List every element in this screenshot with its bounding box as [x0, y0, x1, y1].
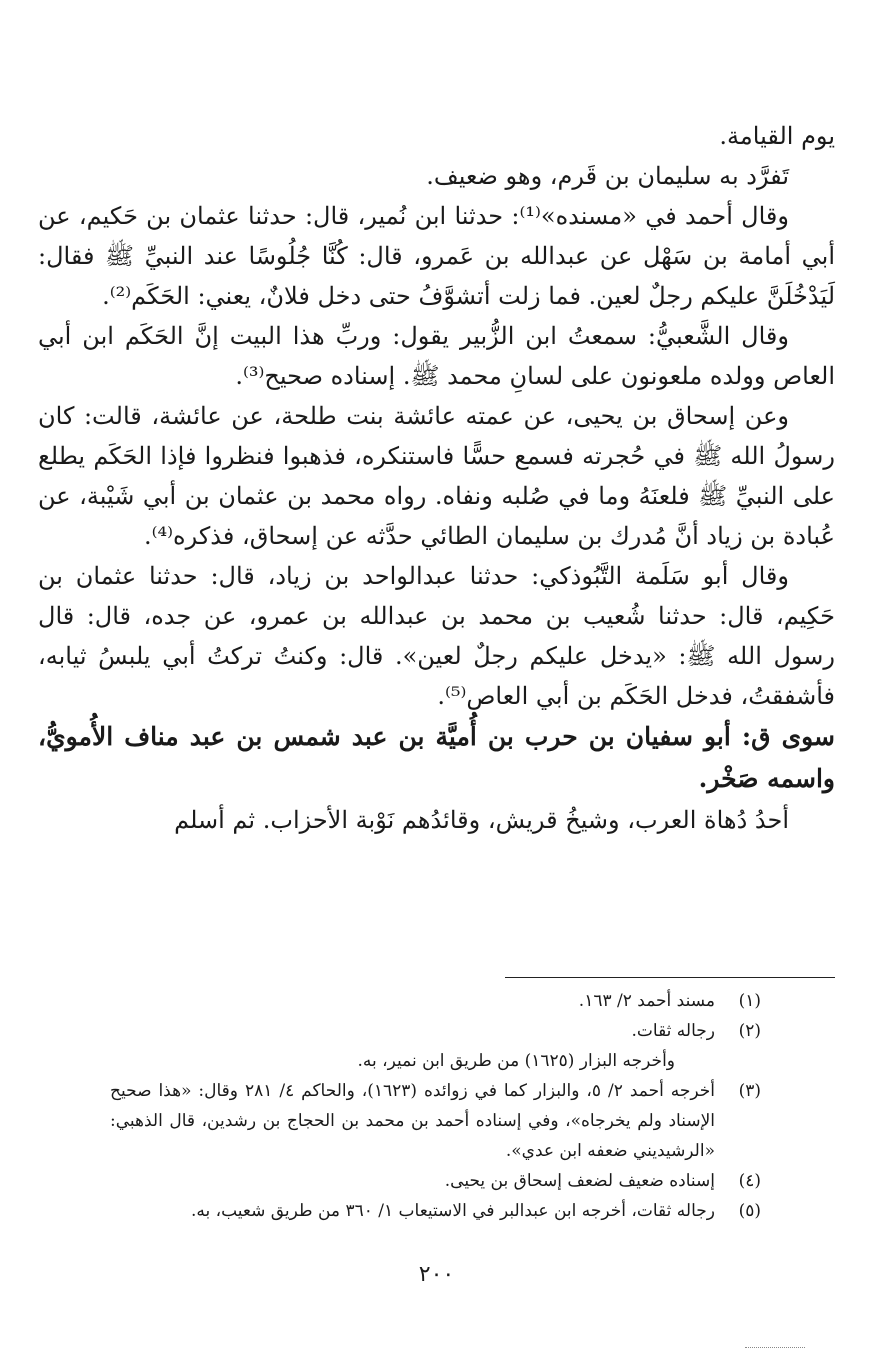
paragraph-6: وقال أبو سَلَمة التَّبُوذكي: حدثنا عبدالواحد بن زياد، قال: حدثنا عثمان بن حَكِيم، قال: حدثنا شُعيب بن محمد بن عبدالله بن عمرو، عن جده، قال: قال رسول الله ﷺ: «يدخل عليكم رجلٌ لعين». قال: وكنتُ تركتُ أبي يلبسُ ثيابه، فأشفقتُ، فدخل الحَكَم بن أبي العاص⁽⁵⁾. — [38, 562, 836, 710]
main-text — [38, 116, 835, 840]
biography-heading: سوى ق: أبو سفيان بن حرب بن أُميَّة بن عبد شمس بن عبد مناف الأُمويُّ، واسمه صَخْر. — [38, 722, 835, 793]
footnote-number: (٢) — [738, 1021, 761, 1041]
footnote-number: (٤) — [738, 1171, 761, 1191]
footnote-text: رجاله ثقات، أخرجه ابن عبدالبر في الاستيعاب ١/ ٣٦٠ من طريق شعيب، به. — [190, 1201, 715, 1221]
footnote-text: إسناده ضعيف لضعف إسحاق بن يحيى. — [444, 1171, 715, 1191]
paragraph-1: يوم القيامة. — [719, 122, 835, 150]
footnote-3 — [110, 1076, 761, 1166]
paragraph-4: وقال الشَّعبيُّ: سمعتُ ابن الزُّبير يقول: وربِّ هذا البيت إنَّ الحَكَم ابن أبي العاص وولده ملعونون على لسانِ محمد ﷺ. إسناده صحيح⁽³⁾. — [38, 322, 835, 390]
footnote-number: (٥) — [738, 1201, 761, 1221]
footnote-number: (٣) — [738, 1081, 761, 1101]
footnote-2-continuation: وأخرجه البزار (١٦٢٥) من طريق ابن نمير، به. — [357, 1051, 675, 1071]
paragraph-3: وقال أحمد في «مسنده»⁽¹⁾: حدثنا ابن نُمير، قال: حدثنا عثمان بن حَكيم، عن أبي أمامة بن سَهْل عن عبدالله بن عَمرو، قال: كُنَّا جُلُوسًا عند النبيِّ ﷺ فقال: لَيَدْخُلَنَّ عليكم رجلٌ لعين. فما زلت أتشوَّفُ حتى دخل فلانٌ، يعني: الحَكَم⁽²⁾. — [38, 202, 835, 310]
paragraph-5: وعن إسحاق بن يحيى، عن عمته عائشة بنت طلحة، عن عائشة، قالت: كان رسولُ الله ﷺ في حُجرته فسمع حسًّا فاستنكره، فذهبوا فنظروا فإذا الحَكَم يطلع على النبيِّ ﷺ فلعنَهُ وما في صُلبه ونفاه. رواه محمد بن عثمان بن أبي شَيْبة، عن عُبادة بن زياد أنَّ مُدرك بن سليمان الطائي حدَّثه عن إسحاق، فذكره⁽⁴⁾. — [38, 402, 835, 550]
page-number: ٢٠٠ — [418, 1262, 455, 1287]
footnote-separator — [505, 977, 835, 978]
footnote-4 — [110, 1166, 761, 1196]
footnote-1 — [110, 986, 761, 1016]
footnote-5 — [110, 1196, 761, 1226]
footnote-2 — [110, 1016, 761, 1046]
paragraph-2: تَفرَّد به سليمان بن قَرم، وهو ضعيف. — [426, 162, 789, 190]
footnote-text: رجاله ثقات. — [631, 1021, 715, 1041]
footnote-text: مسند أحمد ٢/ ١٦٣. — [578, 991, 715, 1011]
paragraph-7: أحدُ دُهاة العرب، وشيخُ قريش، وقائدُهم نَوْبة الأحزاب. ثم أسلم — [174, 806, 789, 834]
scan-mark — [745, 1337, 805, 1348]
footnote-text: أخرجه أحمد ٢/ ٥، والبزار كما في زوائده (١٦٢٣)، والحاكم ٤/ ٢٨١ وقال: «هذا صحيح الإسناد ولم يخرجاه»، وفي إسناده أحمد بن محمد بن الحجاج بن رشدين، قال الذهبي: «الرشيديني ضعفه ابن عدي». — [110, 1081, 715, 1161]
footnotes — [110, 986, 761, 1226]
footnote-number: (١) — [738, 991, 761, 1011]
